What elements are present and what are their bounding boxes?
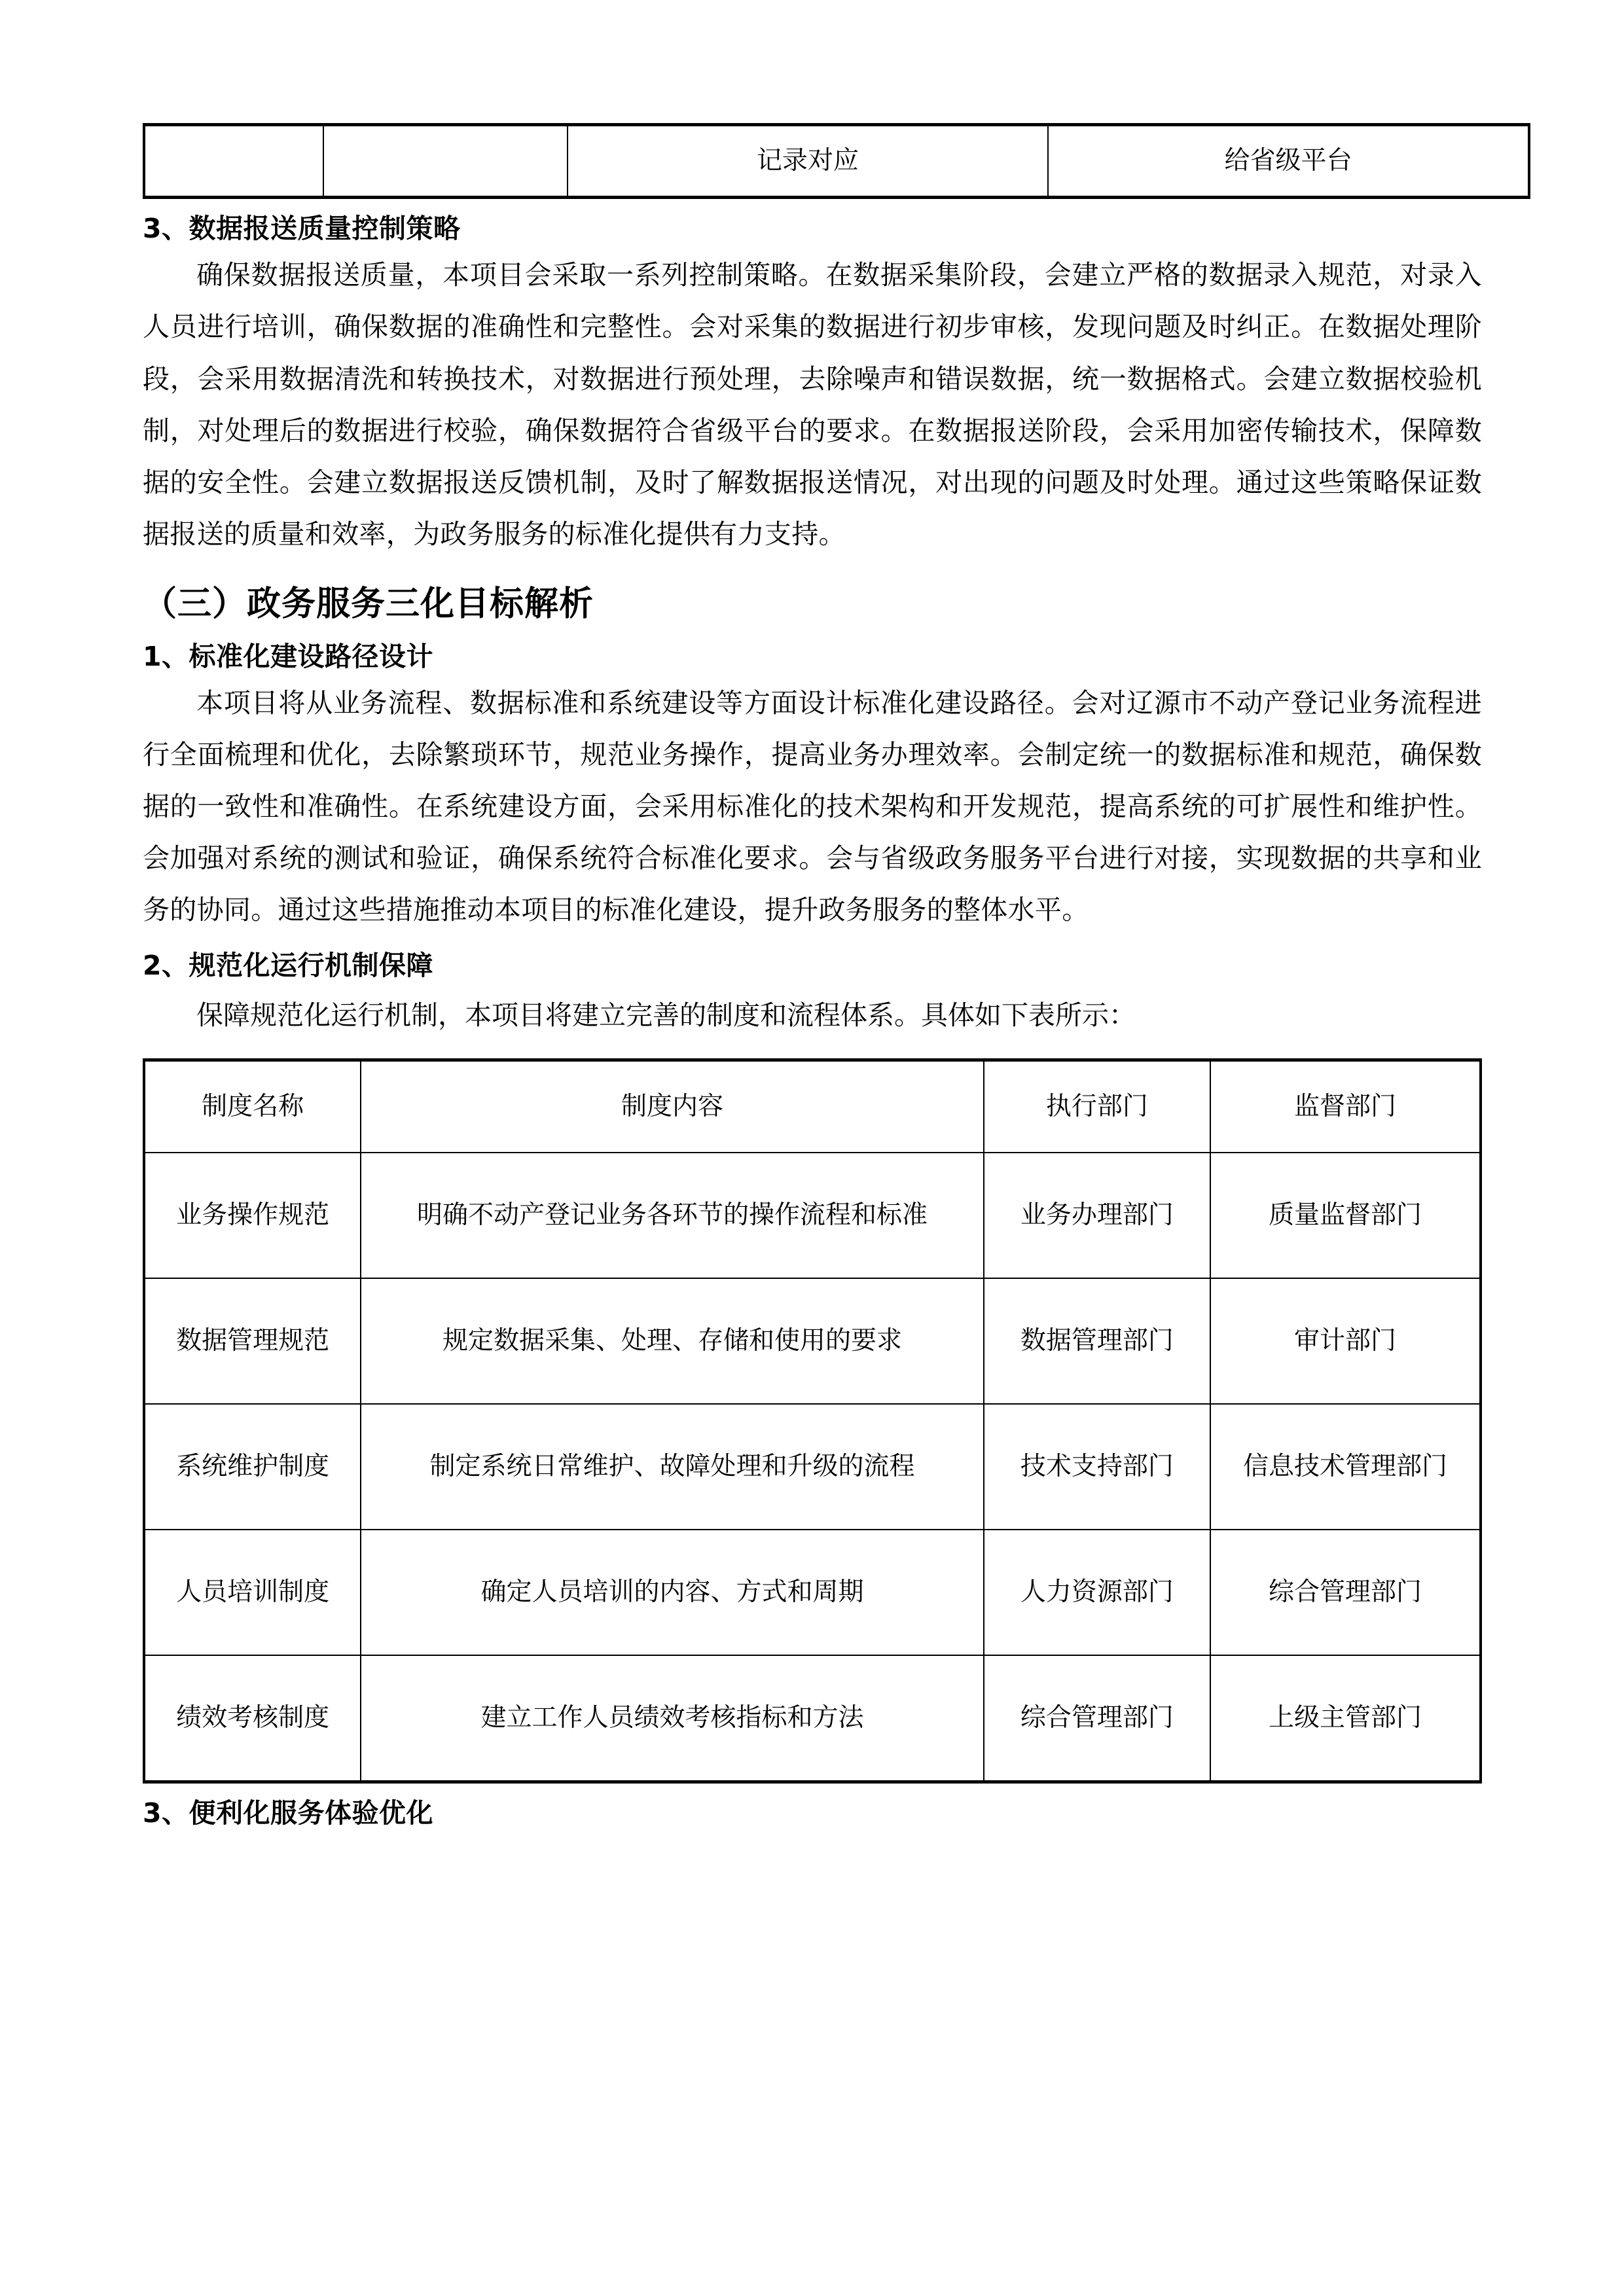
institution-system-table <box>143 1058 1482 1784</box>
table-cell-supervising-department: 质量监督部门 <box>1210 1153 1481 1278</box>
heading-government-service-three-goals: （三）政务服务三化目标解析 <box>143 584 594 624</box>
table-cell-institution-content: 确定人员培训的内容、方式和周期 <box>361 1530 983 1655</box>
table-cell-col2 <box>323 125 568 198</box>
table-cell-institution-name: 绩效考核制度 <box>144 1655 361 1782</box>
table-cell-supervising-department: 综合管理部门 <box>1210 1530 1481 1655</box>
table-header-institution-name: 制度名称 <box>144 1060 361 1153</box>
table-header-row <box>144 1060 1481 1153</box>
table-cell-institution-content: 规定数据采集、处理、存储和使用的要求 <box>361 1278 983 1404</box>
table-header-institution-content: 制度内容 <box>361 1060 983 1153</box>
table-cell-supervising-department: 审计部门 <box>1210 1278 1481 1404</box>
table-cell-executing-department: 业务办理部门 <box>984 1153 1210 1278</box>
heading-normalized-operation-mechanism: 2、规范化运行机制保障 <box>143 950 434 982</box>
table-cell-col4: 给省级平台 <box>1048 125 1529 198</box>
paragraph-data-report-quality-control: 确保数据报送质量，本项目会采取一系列控制策略。在数据采集阶段，会建立严格的数据录入规范，对录入人员进行培训，确保数据的准确性和完整性。会对采集的数据进行初步审核，发现问题及时纠正。在数据处理阶段，会采用数据清洗和转换技术，对数据进行预处理，去除噪声和错误数据，统一数据格式。会建立数据校验机制，对处理后的数据进行校验，确保数据符合省级平台的要求。在数据报送阶段，会采用加密传输技术，保障数据的安全性。会建立数据报送反馈机制，及时了解数据报送情况，对出现的问题及时处理。通过这些策略保证数据报送的质量和效率，为政务服务的标准化提供有力支持。 <box>143 260 1482 549</box>
table-cell-institution-name: 业务操作规范 <box>144 1153 361 1278</box>
table-row <box>144 1153 1481 1278</box>
table-row <box>144 1655 1481 1782</box>
table-cell-executing-department: 数据管理部门 <box>984 1278 1210 1404</box>
paragraph-standardization-path-design: 本项目将从业务流程、数据标准和系统建设等方面设计标准化建设路径。会对辽源市不动产登记业务流程进行全面梳理和优化，去除繁琐环节，规范业务操作，提高业务办理效率。会制定统一的数据标准和规范，确保数据的一致性和准确性。在系统建设方面，会采用标准化的技术架构和开发规范，提高系统的可扩展性和维护性。会加强对系统的测试和验证，确保系统符合标准化要求。会与省级政务服务平台进行对接，实现数据的共享和业务的协同。通过这些措施推动本项目的标准化建设，提升政务服务的整体水平。 <box>143 687 1482 925</box>
table-row <box>144 1530 1481 1655</box>
table-cell-col1 <box>144 125 323 198</box>
table-cell-supervising-department: 信息技术管理部门 <box>1210 1404 1481 1530</box>
table-cell-executing-department: 综合管理部门 <box>984 1655 1210 1782</box>
page-content <box>143 0 1482 1834</box>
table-cell-institution-name: 人员培训制度 <box>144 1530 361 1655</box>
table-header-supervising-department: 监督部门 <box>1210 1060 1481 1153</box>
heading-data-report-quality-control: 3、数据报送质量控制策略 <box>143 213 461 244</box>
table-cell-institution-content: 明确不动产登记业务各环节的操作流程和标准 <box>361 1153 983 1278</box>
table-cell-supervising-department: 上级主管部门 <box>1210 1655 1481 1782</box>
table-cell-institution-content: 建立工作人员绩效考核指标和方法 <box>361 1655 983 1782</box>
table-cell-institution-name: 数据管理规范 <box>144 1278 361 1404</box>
table-cell-executing-department: 人力资源部门 <box>984 1530 1210 1655</box>
top-table-wrapper <box>143 0 1482 199</box>
paragraph-normalized-operation-lead-in: 保障规范化运行机制，本项目将建立完善的制度和流程体系。具体如下表所示： <box>196 999 1136 1030</box>
heading-convenient-service-experience: 3、便利化服务体验优化 <box>143 1797 434 1829</box>
heading-standardization-path-design: 1、标准化建设路径设计 <box>143 640 434 672</box>
table-header-executing-department: 执行部门 <box>984 1060 1210 1153</box>
table-cell-institution-name: 系统维护制度 <box>144 1404 361 1530</box>
table-row <box>144 1278 1481 1404</box>
data-report-continuation-table <box>143 123 1530 199</box>
table-row <box>144 1404 1481 1530</box>
table-top-spacer <box>143 1049 1482 1058</box>
table-cell-executing-department: 技术支持部门 <box>984 1404 1210 1530</box>
table-cell-col3: 记录对应 <box>568 125 1048 198</box>
table-cell-institution-content: 制定系统日常维护、故障处理和升级的流程 <box>361 1404 983 1530</box>
table-row <box>144 125 1529 198</box>
